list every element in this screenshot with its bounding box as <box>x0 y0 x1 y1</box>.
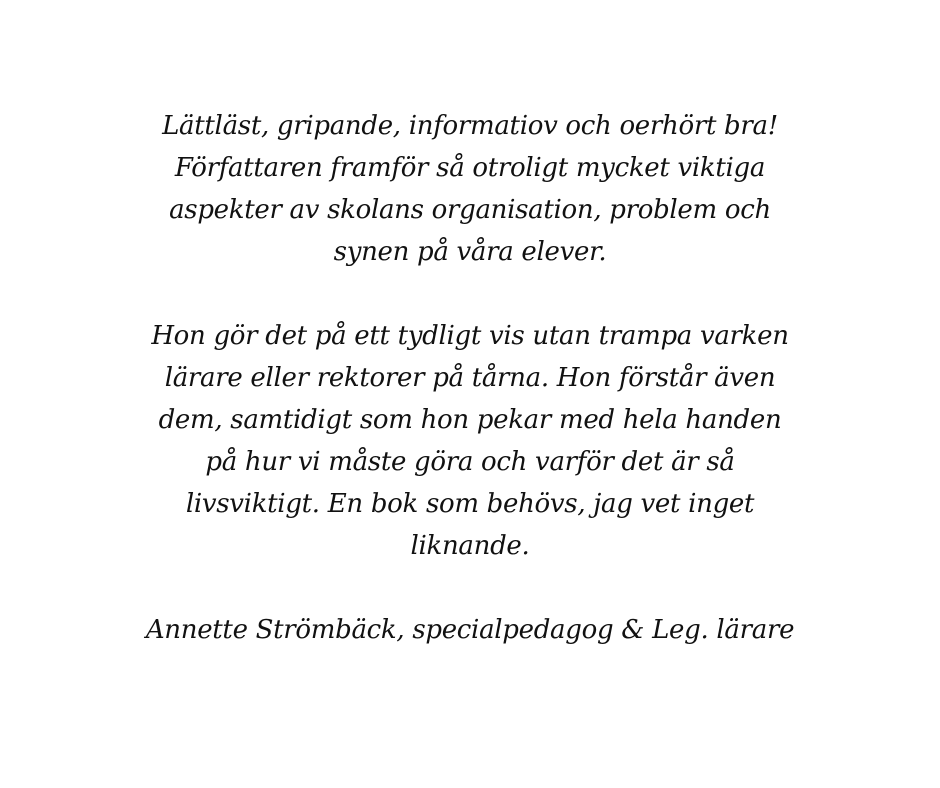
review-line: Författaren framför så otroligt mycket viktiga <box>174 153 766 183</box>
review-line: livsviktigt. En bok som behövs, jag vet inget <box>185 489 755 519</box>
review-quote <box>100 105 840 651</box>
review-line: Hon gör det på ett tydligt vis utan trampa varken <box>151 321 789 351</box>
review-line: Lättläst, gripande, informatiov och oerhört bra! <box>162 111 778 141</box>
review-line: på hur vi måste göra och varför det är så <box>205 447 735 477</box>
review-line: liknande. <box>410 531 530 561</box>
review-line: lärare eller rektorer på tårna. Hon förstår även <box>164 363 776 393</box>
review-paragraph-1 <box>100 105 840 273</box>
review-paragraph-2 <box>100 315 840 567</box>
review-line: dem, samtidigt som hon pekar med hela handen <box>158 405 782 435</box>
review-line: aspekter av skolans organisation, problem och <box>169 195 771 225</box>
review-line: synen på våra elever. <box>333 237 607 267</box>
attribution-text: Annette Strömbäck, specialpedagog & Leg. lärare <box>145 615 795 645</box>
review-attribution <box>100 609 840 651</box>
